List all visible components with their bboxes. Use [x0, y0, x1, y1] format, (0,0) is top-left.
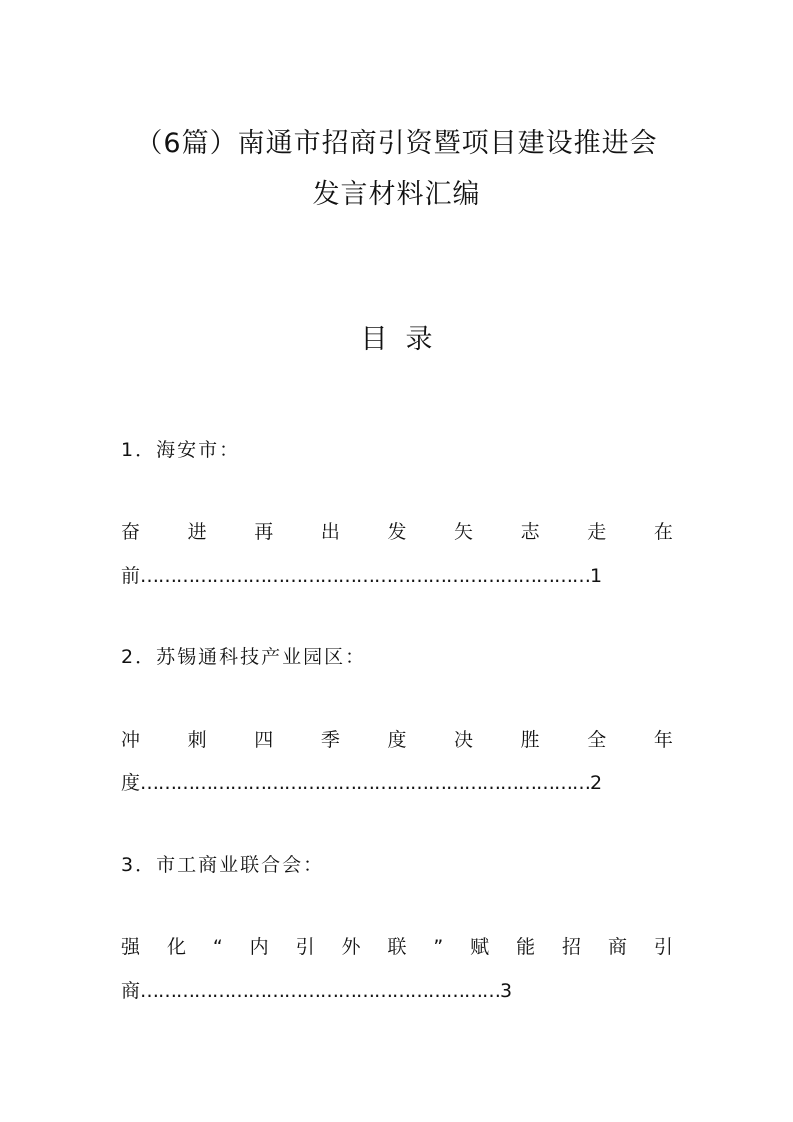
toc-entry-2-char: 决 — [454, 729, 474, 751]
toc-entry-3-page-number: 3 — [500, 980, 513, 1002]
toc-entry-2-char: 度 — [387, 729, 407, 751]
toc-entry-1-char: 志 — [520, 521, 540, 543]
toc-entry-3-char: 化 — [166, 936, 186, 958]
toc-entry-1-leader-line[interactable] — [121, 563, 681, 589]
toc-entry-1-char: 矢 — [454, 521, 474, 543]
toc-entry-3-char: 引 — [295, 936, 315, 958]
toc-entry-2-dot-leader: ………………………………………………………………… — [140, 772, 591, 794]
toc-entry-3-leader-line[interactable] — [121, 978, 681, 1004]
toc-entry-3-char: 赋 — [470, 936, 490, 958]
toc-entry-3-char: ” — [433, 936, 444, 958]
toc-entry-1-dot-leader: ………………………………………………………………… — [140, 565, 591, 587]
toc-entry-3-char: 商 — [607, 936, 627, 958]
toc-entry-1-char: 走 — [587, 521, 607, 543]
toc-entry-3-char: 内 — [249, 936, 269, 958]
document-title-line-1: （6篇）南通市招商引资暨项目建设推进会 — [135, 128, 658, 159]
toc-entry-1-char: 进 — [187, 521, 207, 543]
toc-entry-1-char: 奋 — [121, 521, 141, 543]
toc-entry-3-char: 外 — [341, 936, 361, 958]
toc-heading: 目录 — [360, 324, 451, 355]
toc-entry-2-heading: 2．苏锡通科技产业园区： — [121, 646, 367, 668]
toc-entry-3-char: “ — [212, 936, 223, 958]
toc-entry-2-leader-line[interactable] — [121, 770, 681, 796]
toc-entry-3-title-line[interactable] — [121, 934, 673, 960]
toc-entry-3-heading: 3．市工商业联合会： — [121, 854, 325, 876]
toc-entry-2-char: 季 — [320, 729, 340, 751]
toc-entry-2-char: 冲 — [121, 729, 141, 751]
toc-entry-3-char: 能 — [516, 936, 536, 958]
toc-entry-1-char: 出 — [320, 521, 340, 543]
toc-entry-1-char: 再 — [254, 521, 274, 543]
toc-entry-1-title-line[interactable] — [121, 519, 673, 545]
document-title-line-2: 发言材料汇编 — [312, 179, 481, 210]
toc-entry-3-char: 强 — [121, 936, 141, 958]
toc-entry-2-char: 胜 — [520, 729, 540, 751]
toc-entry-2-char: 全 — [587, 729, 607, 751]
toc-entry-1-heading: 1．海安市： — [121, 439, 241, 461]
toc-entry-1-char: 在 — [653, 521, 673, 543]
toc-entry-3-char: 引 — [653, 936, 673, 958]
toc-entry-3-char: 联 — [387, 936, 407, 958]
toc-entry-3-char: 招 — [562, 936, 582, 958]
toc-entry-2-char: 年 — [653, 729, 673, 751]
toc-entry-3-dot-leader: …………………………………………………… — [140, 980, 501, 1002]
toc-entry-1-last-char: 前 — [121, 565, 141, 587]
toc-entry-2-char: 刺 — [187, 729, 207, 751]
toc-entry-2-char: 四 — [254, 729, 274, 751]
toc-entry-2-last-char: 度 — [121, 772, 141, 794]
toc-entry-1-char: 发 — [387, 521, 407, 543]
toc-entry-1-page-number: 1 — [590, 565, 603, 587]
toc-entry-2-title-line[interactable] — [121, 727, 673, 753]
toc-entry-3-last-char: 商 — [121, 980, 141, 1002]
toc-entry-2-page-number: 2 — [590, 772, 603, 794]
